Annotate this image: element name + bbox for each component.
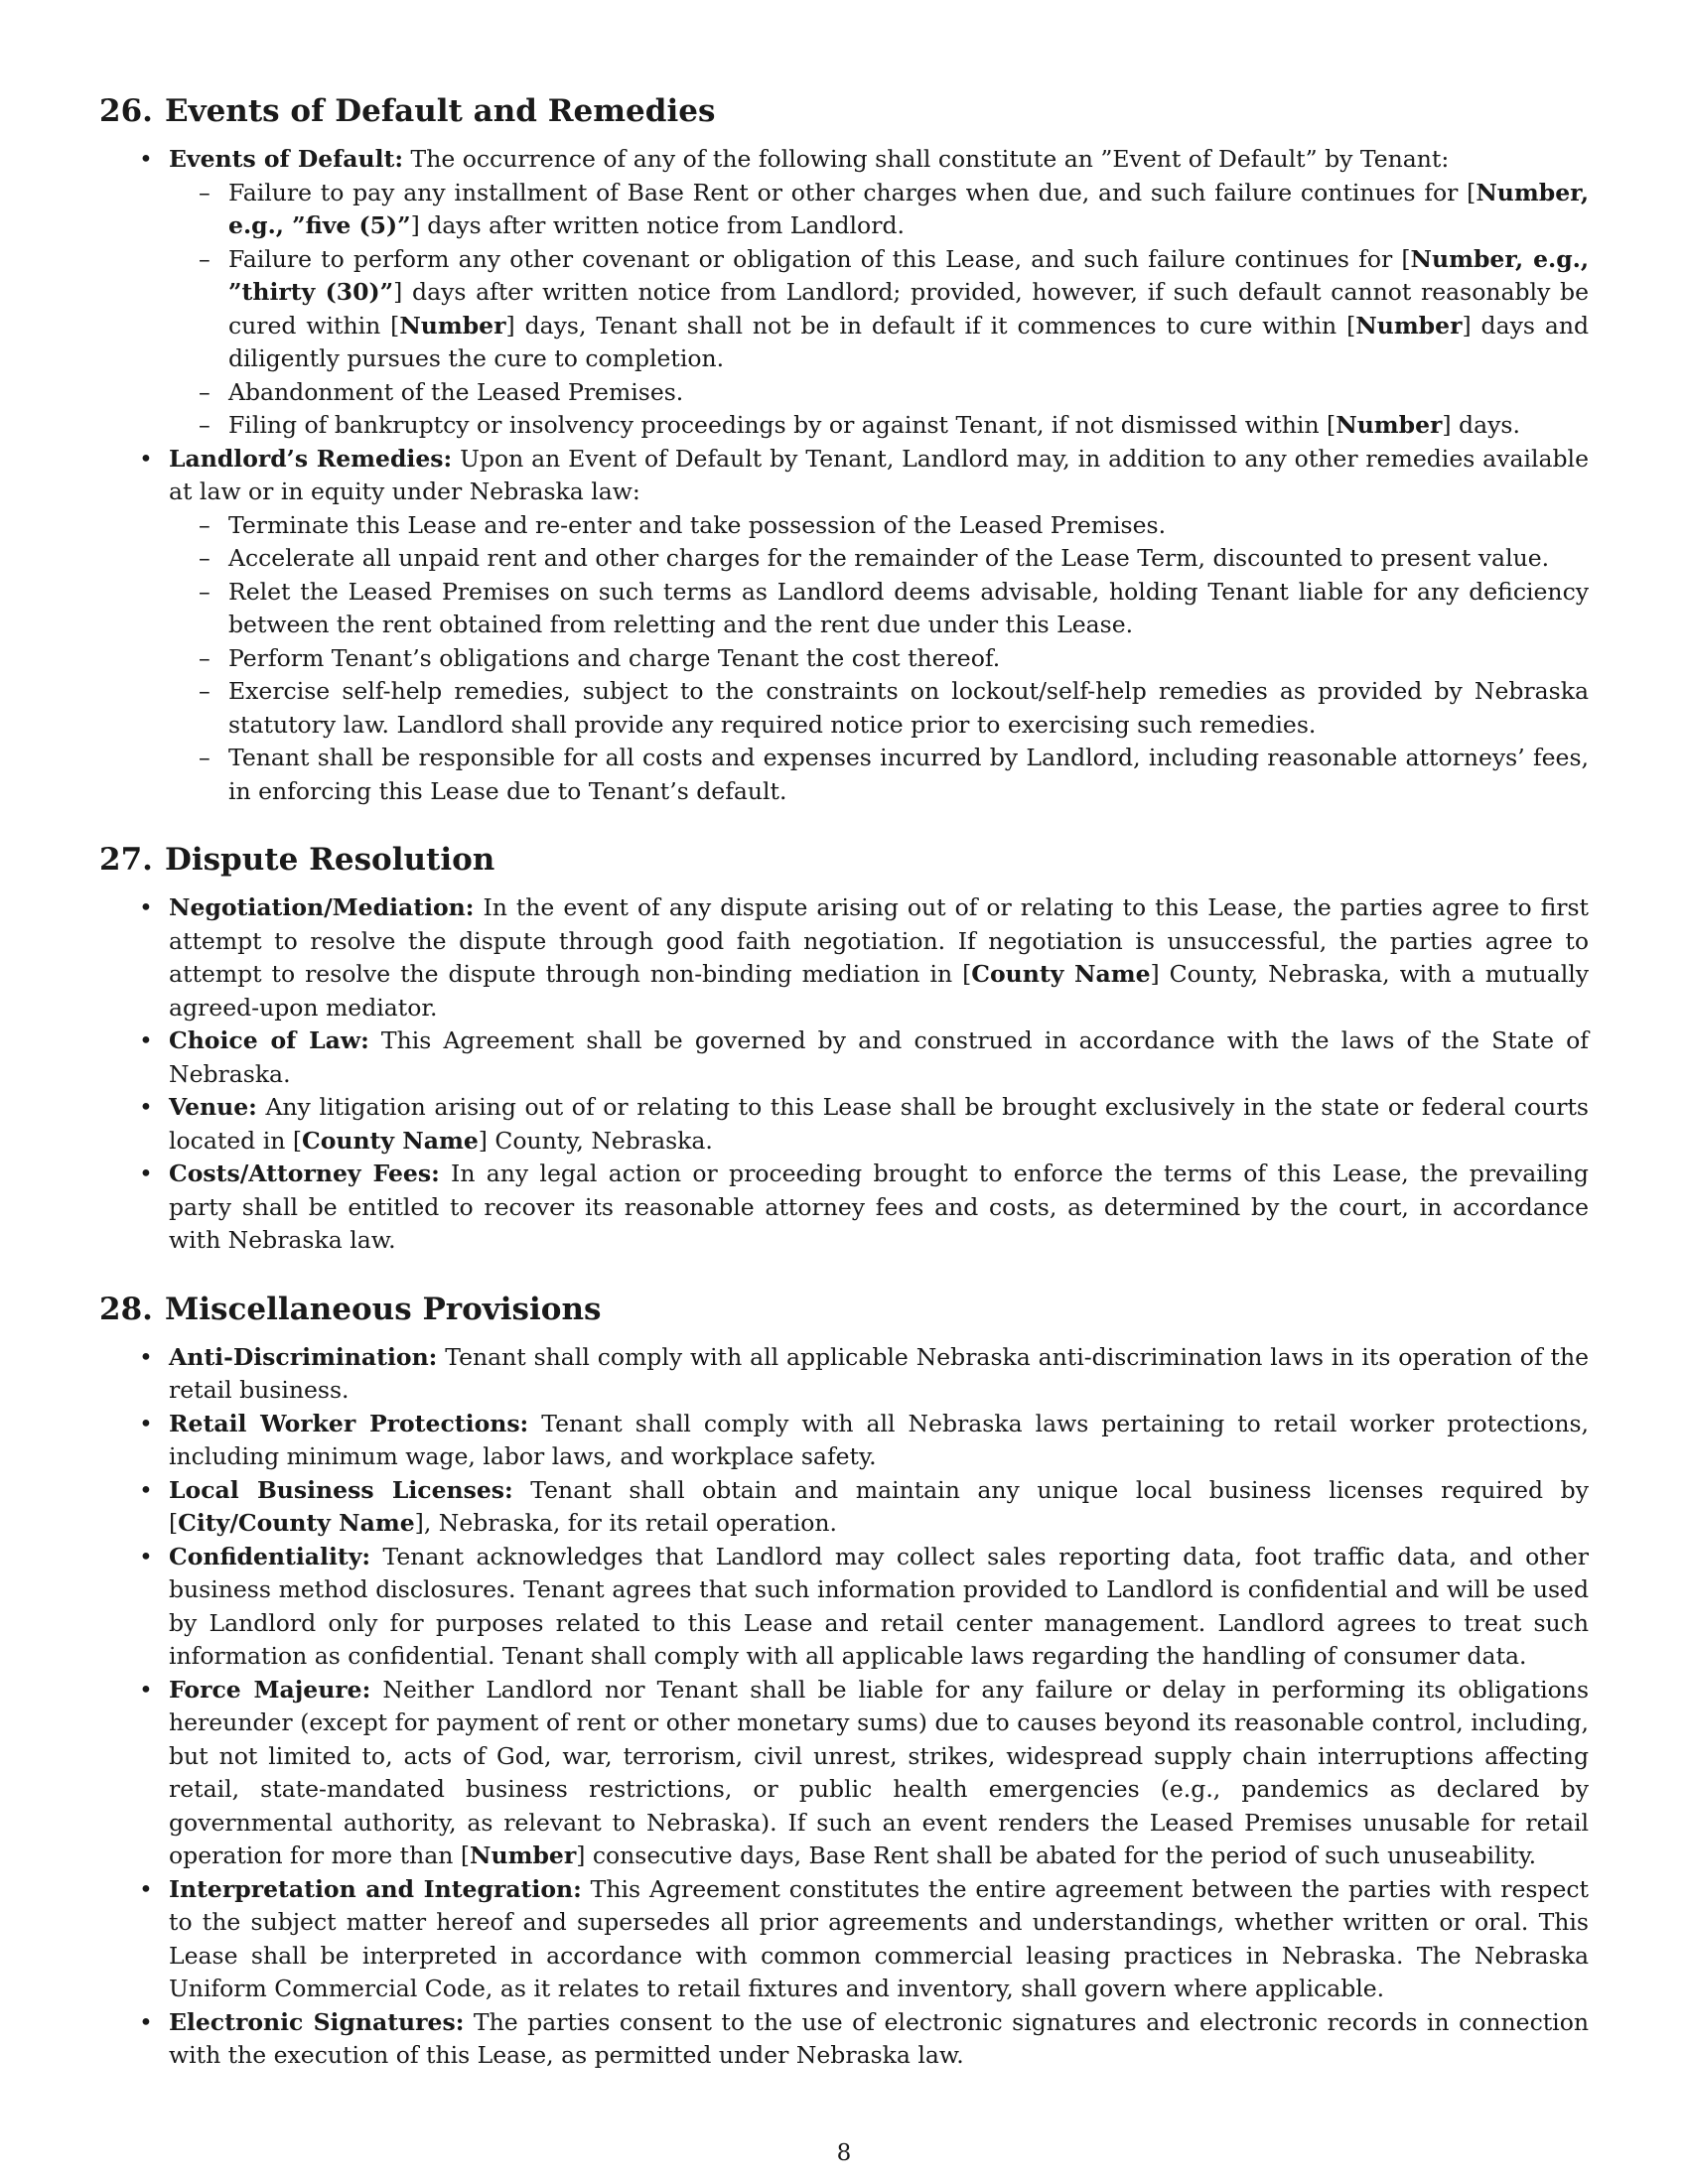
bullet-icon: • [139, 893, 153, 921]
dash-icon: – [199, 178, 211, 206]
section-title: Events of Default and Remedies [164, 93, 716, 129]
placeholder-field: County Name [302, 1126, 479, 1155]
text-run: Abandonment of the Leased Premises. [228, 377, 684, 406]
text-run: ] days after written notice from Landlord. [410, 211, 905, 239]
section-heading [99, 840, 1589, 880]
item-text: The occurrence of any of the following shall constitute an ”Event of Default” by Tenant: [410, 145, 1450, 173]
placeholder-field: County Name [971, 960, 1151, 988]
item-label: Choice of Law: [169, 1026, 369, 1054]
sub-list [169, 509, 1589, 809]
dash-icon: – [199, 510, 211, 539]
list-item [99, 1541, 1589, 1674]
sub-list-item [169, 177, 1589, 243]
list-item [99, 1408, 1589, 1474]
text-run: ] days, Tenant shall not be in default if it commences to cure within [ [505, 311, 1356, 340]
item-label: Electronic Signatures: [169, 2007, 465, 2036]
bullet-icon: • [139, 1160, 153, 1187]
sub-list-item [169, 409, 1589, 443]
text-run: Accelerate all unpaid rent and other charges for the remainder of the Lease Term, discounted to present value. [228, 544, 1550, 572]
item-label: Anti-Discrimination: [169, 1342, 438, 1371]
text-run: Tenant acknowledges that Landlord may collect sales reporting data, foot traffic data, and other business method disclosures. Tenant agrees that such information provided to Landlord is confidential and will be used by Landlord only for purposes related to this Lease and retail center management. Landlord agrees to treat such information as confidential. Tenant shall comply with all applicable laws regarding the handling of consumer data. [169, 1542, 1589, 1670]
placeholder-field: Number [1336, 411, 1443, 439]
list-item [99, 443, 1589, 809]
text-run: Perform Tenant’s obligations and charge Tenant the cost thereof. [228, 643, 1001, 672]
text-run: Terminate this Lease and re-enter and take possession of the Leased Premises. [228, 510, 1167, 539]
text-run: ], Nebraska, for its retail operation. [414, 1509, 837, 1537]
section-number: 27. [99, 842, 153, 878]
list-item [99, 1341, 1589, 1408]
text-run: Tenant shall comply with all Nebraska laws pertaining to retail worker protections, including minimum wage, labor laws, and workplace safety. [169, 1409, 1589, 1470]
placeholder-field: Number [399, 311, 506, 340]
item-label: Venue: [169, 1093, 257, 1121]
text-run: Relet the Leased Premises on such terms as Landlord deems advisable, holding Tenant liable for any deficiency between the rent obtained from reletting and the rent due under this Lease. [228, 577, 1589, 638]
bullet-icon: • [139, 1475, 153, 1504]
text-run: This Agreement constitutes the entire agreement between the parties with respect to the subject matter hereof and supersedes all prior agreements and understandings, whether written or oral. This Lease shall be interpreted in accordance with common commercial leasing practices in Nebraska. The Nebraska Uniform Commercial Code, as it relates to retail fixtures and inventory, shall govern where applicable. [169, 1874, 1589, 2002]
item-label: Landlord’s Remedies: [169, 444, 453, 473]
text-run: Tenant shall comply with all applicable Nebraska anti-discrimination laws in its operation of the retail business. [169, 1342, 1589, 1404]
sub-list-item [169, 243, 1589, 376]
dash-icon: – [199, 544, 211, 572]
section-list [99, 143, 1589, 808]
list-item [99, 2006, 1589, 2073]
bullet-icon: • [139, 444, 153, 473]
placeholder-field: Number, e.g., ”thirty (30)” [228, 244, 1590, 306]
list-item [99, 1474, 1589, 1541]
bullet-icon: • [139, 1342, 153, 1371]
dash-icon: – [199, 244, 211, 273]
placeholder-field: Number, e.g., ”five (5)” [228, 178, 1589, 239]
text-run: Filing of bankruptcy or insolvency proceedings by or against Tenant, if not dismissed within [ [228, 411, 1336, 439]
sub-list-item [169, 542, 1589, 576]
text-run: Any litigation arising out of or relating to this Lease shall be brought exclusively in the state or federal courts located in [ [169, 1093, 1589, 1155]
bullet-icon: • [139, 2007, 153, 2036]
text-run: Neither Landlord nor Tenant shall be liable for any failure or delay in performing its obligations hereunder (except for payment of rent or other monetary sums) due to causes beyond its reasonable control, including, but not limited to, acts of God, war, terrorism, civil unrest, strikes, widespread supply chain interruptions affecting retail, state-mandated business restrictions, or public health emergencies (e.g., pandemics as declared by governmental authority, as relevant to Nebraska). If such an event renders the Leased Premises unusable for retail operation for more than [ [169, 1675, 1589, 1869]
text-run: Failure to perform any other covenant or obligation of this Lease, and such failure continues for [ [228, 244, 1411, 273]
text-run: ] days and diligently pursues the cure to completion. [228, 311, 1590, 372]
text-run: In any legal action or proceeding brought to enforce the terms of this Lease, the prevailing party shall be entitled to recover its reasonable attorney fees and costs, as determined by the court, in accordance with Nebraska law. [169, 1160, 1589, 1254]
text-run: This Agreement shall be governed by and construed in accordance with the laws of the State of Nebraska. [169, 1026, 1589, 1088]
list-item [99, 1024, 1589, 1091]
text-run: Tenant shall be responsible for all costs and expenses incurred by Landlord, including reasonable attorneys’ fees, in enforcing this Lease due to Tenant’s default. [228, 744, 1589, 805]
placeholder-field: City/County Name [178, 1509, 415, 1537]
bullet-icon: • [139, 145, 153, 173]
dash-icon: – [199, 643, 211, 672]
dash-icon: – [199, 677, 211, 705]
bullet-icon: • [139, 1093, 153, 1121]
bullet-icon: • [139, 1026, 153, 1054]
dash-icon: – [199, 577, 211, 606]
item-label: Events of Default: [169, 145, 404, 173]
item-label: Retail Worker Protections: [169, 1409, 529, 1437]
text-run: Failure to pay any installment of Base Rent or other charges when due, and such failure continues for [ [228, 178, 1477, 206]
list-item [99, 1158, 1589, 1258]
list-item [99, 143, 1589, 443]
item-label: Confidentiality: [169, 1542, 371, 1570]
item-label: Costs/Attorney Fees: [169, 1160, 440, 1187]
section-title: Dispute Resolution [164, 842, 495, 878]
item-label: Local Business Licenses: [169, 1475, 513, 1504]
sub-list-item [169, 675, 1589, 742]
section-number: 28. [99, 1291, 153, 1327]
sub-list-item [169, 576, 1589, 642]
bullet-icon: • [139, 1409, 153, 1437]
bullet-icon: • [139, 1675, 153, 1704]
text-run: ] County, Nebraska. [478, 1126, 713, 1155]
list-item [99, 891, 1589, 1024]
section-heading [99, 91, 1589, 131]
list-item [99, 1091, 1589, 1158]
dash-icon: – [199, 744, 211, 771]
item-text: Upon an Event of Default by Tenant, Landlord may, in addition to any other remedies available at law or in equity under Nebraska law: [169, 444, 1589, 505]
item-label: Negotiation/Mediation: [169, 893, 475, 921]
placeholder-field: Number [470, 1842, 577, 1869]
text-run: Exercise self-help remedies, subject to the constraints on lockout/self-help remedies as provided by Nebraska statutory law. Landlord shall provide any required notice prior to exercising such remedies. [228, 677, 1589, 739]
dash-icon: – [199, 377, 211, 406]
section-list [99, 891, 1589, 1258]
list-item [99, 1873, 1589, 2006]
text-run: ] consecutive days, Base Rent shall be abated for the period of such unuseability. [576, 1842, 1537, 1869]
section-title: Miscellaneous Provisions [164, 1291, 602, 1327]
section-list [99, 1341, 1589, 2073]
text-run: ] days. [1442, 411, 1520, 439]
sub-list-item [169, 742, 1589, 808]
item-label: Force Majeure: [169, 1675, 371, 1704]
text-run: ] County, Nebraska, with a mutually agreed-upon mediator. [169, 960, 1590, 1022]
document-page [99, 91, 1589, 2073]
section-number: 26. [99, 93, 153, 129]
bullet-icon: • [139, 1542, 153, 1570]
sub-list-item [169, 509, 1589, 543]
placeholder-field: Number [1355, 311, 1463, 340]
item-label: Interpretation and Integration: [169, 1874, 582, 1903]
text-run: In the event of any dispute arising out of or relating to this Lease, the parties agree to first attempt to resolve the dispute through good faith negotiation. If negotiation is unsuccessful, the parties agree to attempt to resolve the dispute through non-binding mediation in [ [169, 893, 1589, 988]
text-run: The parties consent to the use of electronic signatures and electronic records in connection with the execution of this Lease, as permitted under Nebraska law. [169, 2007, 1589, 2069]
section-heading [99, 1290, 1589, 1329]
list-item [99, 1674, 1589, 1873]
dash-icon: – [199, 411, 211, 439]
bullet-icon: • [139, 1874, 153, 1903]
page-number: 8 [836, 2140, 852, 2166]
sub-list [169, 177, 1589, 443]
sub-list-item [169, 376, 1589, 410]
sub-list-item [169, 642, 1589, 676]
text-run: Tenant shall obtain and maintain any unique local business licenses required by [ [169, 1475, 1589, 1537]
text-run: ] days after written notice from Landlord; provided, however, if such default cannot reasonably be cured within [ [228, 278, 1590, 340]
